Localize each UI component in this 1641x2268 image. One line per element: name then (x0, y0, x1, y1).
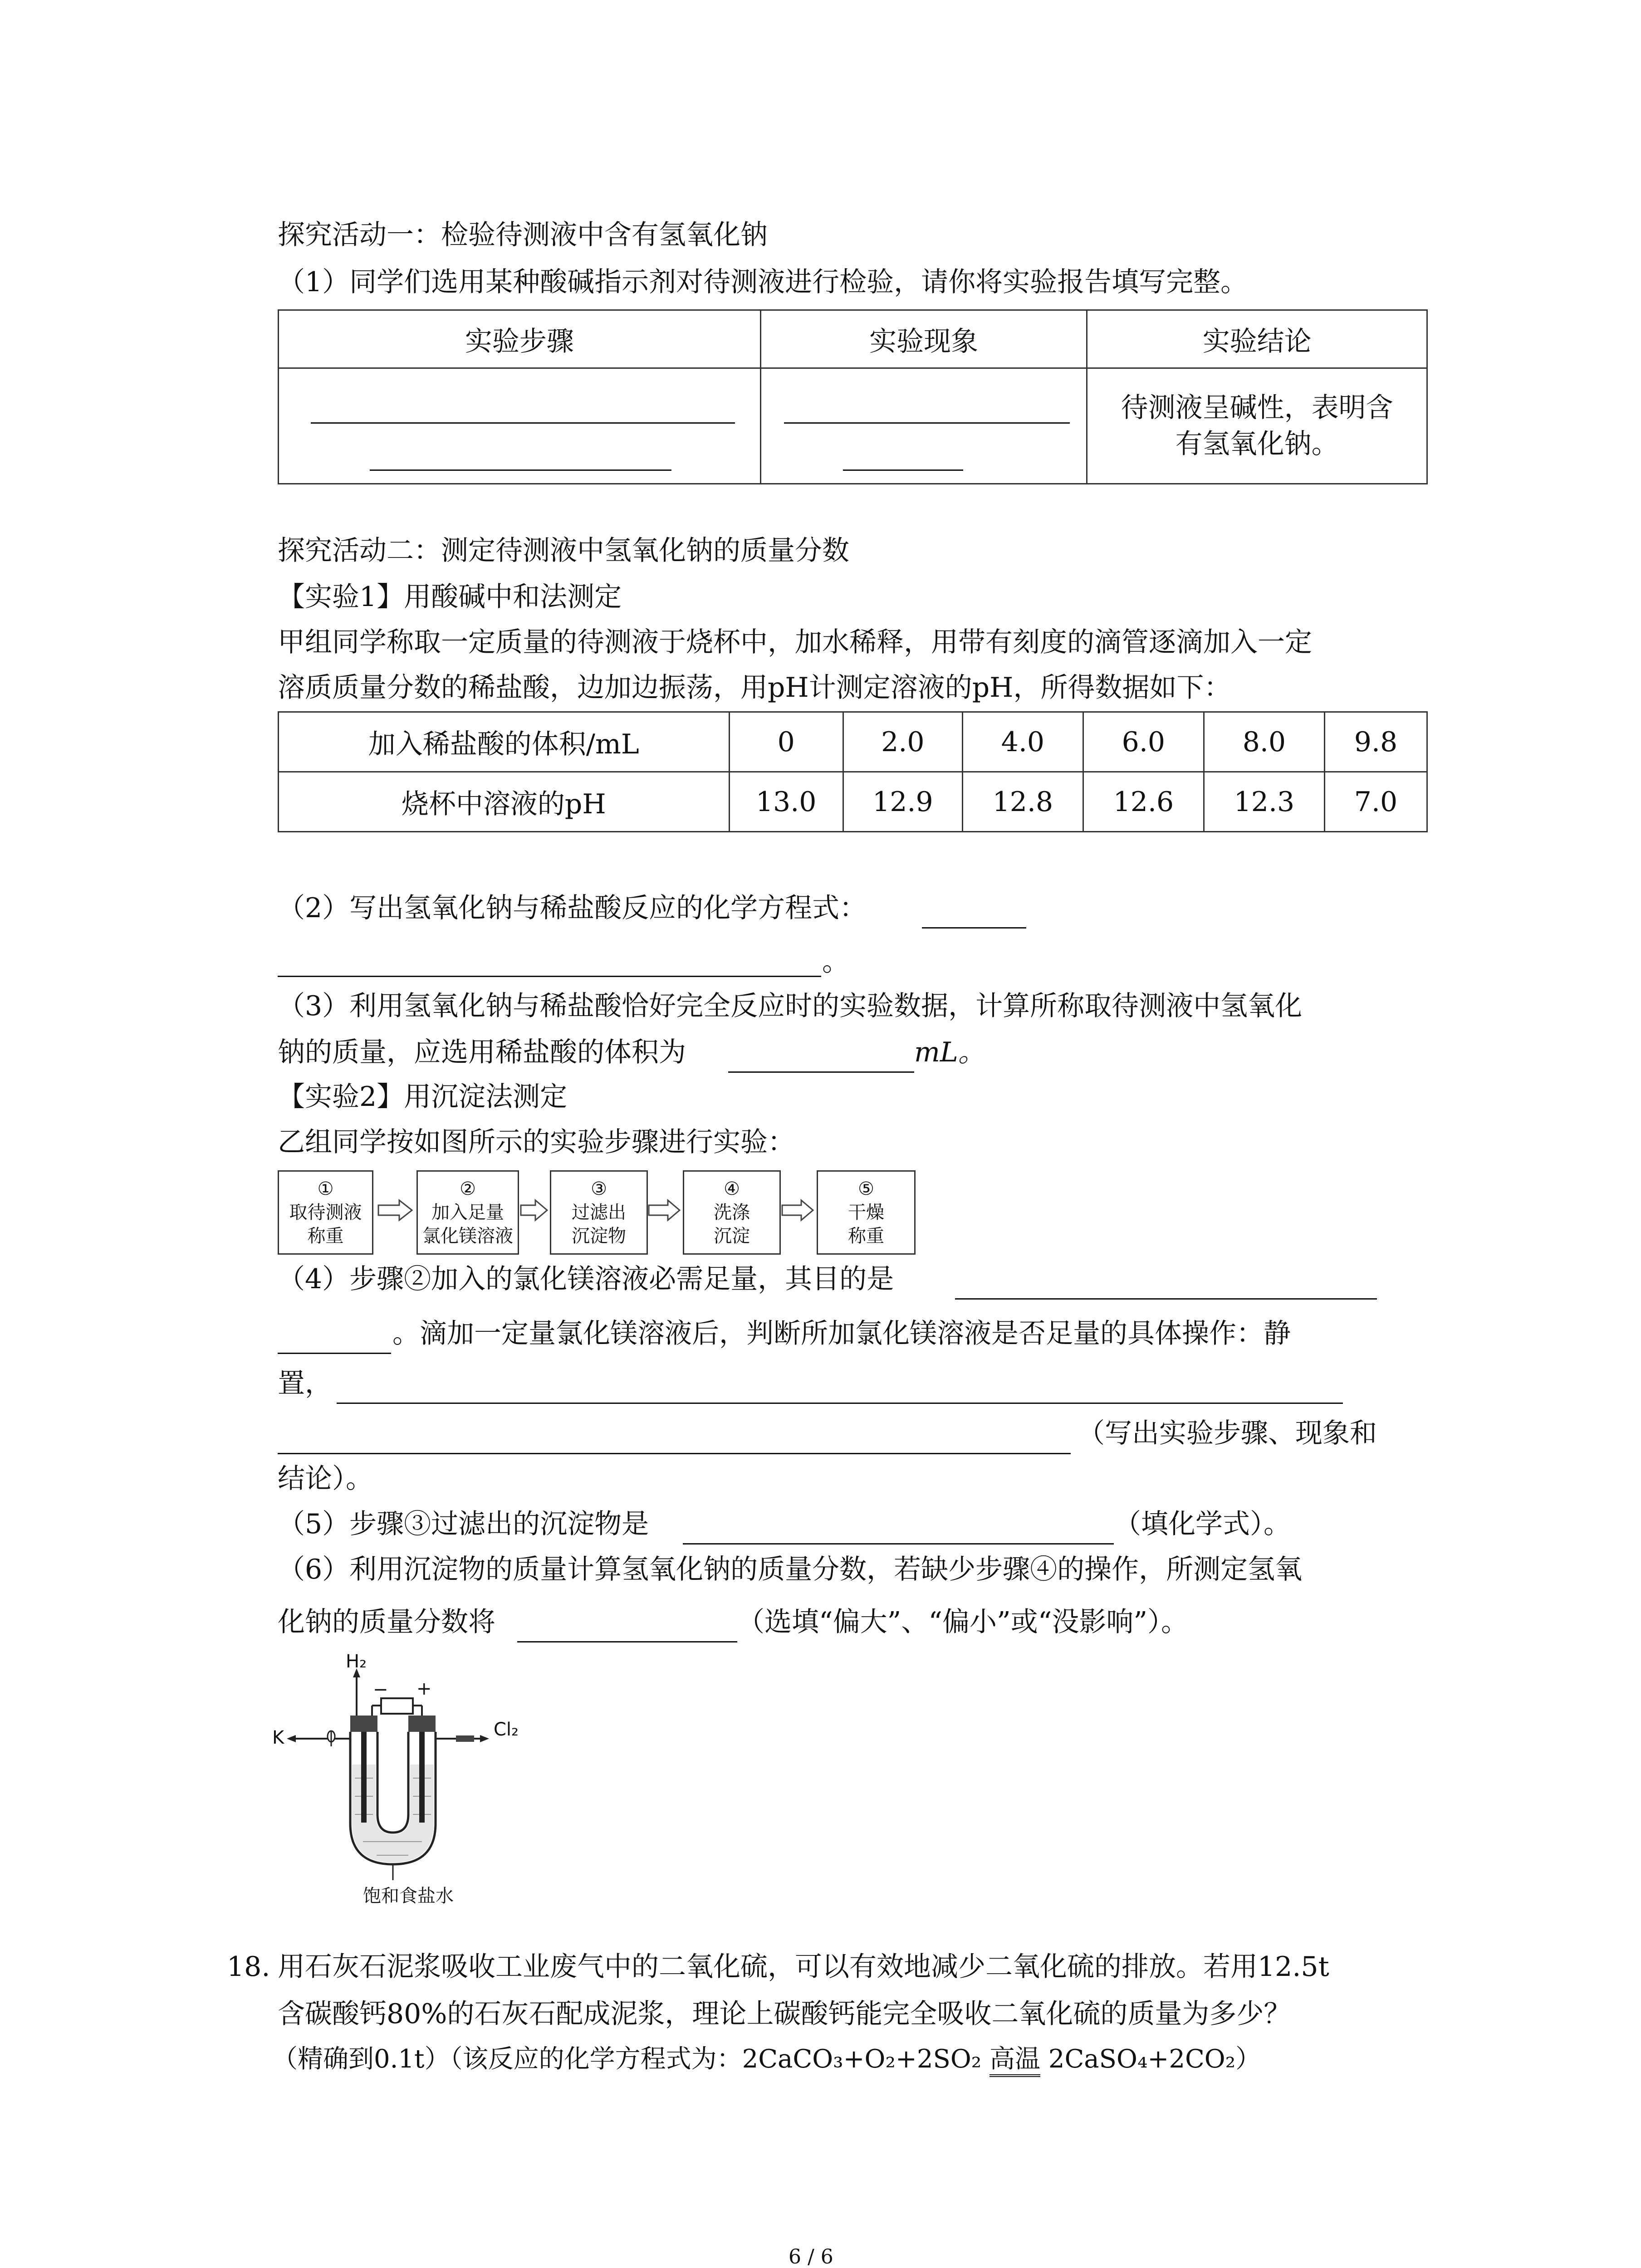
flow-step-5 (817, 1170, 916, 1255)
ph-value: 7.0 (1324, 772, 1427, 832)
q5-answer-blank[interactable] (683, 1543, 1114, 1545)
question-4-text-3: 置， (278, 1368, 332, 1399)
conclusion-cell (1087, 368, 1427, 484)
experiment1-text-1: 甲组同学称取一定质量的待测液于烧杯中，加水稀释，用带有刻度的滴管逐滴加入一定 (278, 626, 1312, 658)
experiment2-text: 乙组同学按如图所示的实验步骤进行实验： (278, 1126, 795, 1158)
q3-unit: mL。 (914, 1036, 985, 1068)
ph-label: 烧杯中溶液的pH (279, 772, 730, 832)
cl2-label: Cl₂ (494, 1719, 519, 1740)
volume-value: 0 (729, 712, 843, 772)
flow-step-text: 加入足量 (431, 1202, 504, 1223)
step-answer-blank-2[interactable] (370, 469, 671, 471)
q4-answer-blank-4[interactable] (278, 1453, 1071, 1454)
experiment2-title: 【实验2】用沉淀法测定 (278, 1081, 568, 1113)
question-3-text-1: （3）利用氢氧化钠与稀盐酸恰好完全反应时的实验数据，计算所称取待测液中氢氧化 (278, 990, 1303, 1022)
flow-step-number: ⑤ (858, 1178, 874, 1199)
header-step: 实验步骤 (279, 310, 761, 368)
flow-step-number: ④ (724, 1178, 740, 1199)
question-5-hint: （填化学式）。 (1114, 1508, 1291, 1540)
q2-end-mark: 。 (822, 946, 849, 978)
page-number: 6 / 6 (789, 2245, 833, 2268)
volume-value: 8.0 (1204, 712, 1324, 772)
report-table (278, 309, 1428, 484)
activity2-title: 探究活动二：测定待测液中氢氧化钠的质量分数 (278, 535, 849, 567)
question-18-text-1: 用石灰石泥浆吸收工业废气中的二氧化硫，可以有效地减少二氧化硫的排放。若用12.5t (278, 1951, 1329, 1983)
flow-step-2 (416, 1170, 519, 1255)
electrolysis-figure (272, 1651, 526, 1887)
question-3-text-2: 钠的质量，应选用稀盐酸的体积为 (278, 1036, 686, 1068)
q3-answer-blank[interactable] (728, 1071, 914, 1073)
h2-label: H₂ (346, 1651, 367, 1672)
question-6-text-1: （6）利用沉淀物的质量计算氢氧化钠的质量分数，若缺少步骤④的操作，所测定氢氧 (278, 1554, 1303, 1585)
flow-step-text: 称重 (848, 1226, 884, 1246)
minus-label: − (373, 1679, 388, 1700)
q2-answer-blank-2[interactable] (278, 976, 821, 977)
step-answer-cell[interactable] (279, 368, 761, 484)
question-18-number: 18. (227, 1951, 270, 1983)
flow-step-text: 沉淀 (714, 1226, 750, 1246)
q6-answer-blank[interactable] (517, 1641, 737, 1642)
volume-value: 6.0 (1083, 712, 1204, 772)
q4-answer-blank-2[interactable] (278, 1353, 391, 1354)
step-answer-blank-1[interactable] (311, 422, 735, 424)
figure-caption: 饱和食盐水 (363, 1886, 454, 1906)
question-4-text-2: 。滴加一定量氯化镁溶液后，判断所加氯化镁溶液是否足量的具体操作：静 (392, 1318, 1291, 1349)
conclusion-line-1: 待测液呈碱性，表明含 (1121, 392, 1393, 424)
phenomenon-answer-blank-1[interactable] (784, 422, 1070, 424)
k-label: K (272, 1727, 284, 1748)
flow-step-text: 干燥 (848, 1202, 884, 1223)
question-18-text-3 (272, 2041, 1261, 2077)
flow-arrow-icon (781, 1199, 814, 1222)
question-4-text-5: 结论）。 (278, 1463, 373, 1495)
volume-value: 9.8 (1324, 712, 1427, 772)
flow-arrow-icon (377, 1199, 413, 1222)
volume-label: 加入稀盐酸的体积/mL (279, 712, 730, 772)
ph-value: 12.9 (843, 772, 962, 832)
flow-step-number: ② (460, 1178, 476, 1199)
flow-step-text: 取待测液 (289, 1202, 362, 1223)
ph-data-table (278, 711, 1428, 832)
question-4-text-4: （写出实验步骤、现象和 (1078, 1418, 1377, 1449)
q4-answer-blank-1[interactable] (955, 1298, 1377, 1300)
flow-arrow-icon (648, 1199, 681, 1222)
flow-step-number: ③ (591, 1178, 607, 1199)
flow-step-text: 洗涤 (714, 1202, 750, 1223)
ph-value: 12.6 (1083, 772, 1204, 832)
question-6-text-2: 化钠的质量分数将 (278, 1606, 495, 1638)
flow-arrow-icon (520, 1199, 548, 1222)
flow-step-text: 沉淀物 (572, 1226, 626, 1246)
question-1: （1）同学们选用某种酸碱指示剂对待测液进行检验，请你将实验报告填写完整。 (278, 266, 1248, 298)
flow-step-number: ① (317, 1178, 334, 1199)
experiment1-text-2: 溶质质量分数的稀盐酸，边加边振荡，用pH计测定溶液的pH，所得数据如下： (278, 672, 1231, 704)
flow-step-4 (683, 1170, 781, 1255)
header-conclusion: 实验结论 (1087, 310, 1427, 368)
activity1-title: 探究活动一：检验待测液中含有氢氧化钠 (278, 219, 768, 251)
flow-step-3 (550, 1170, 648, 1255)
flow-step-text: 称重 (307, 1226, 344, 1246)
ph-value: 13.0 (729, 772, 843, 832)
experiment1-title: 【实验1】用酸碱中和法测定 (278, 581, 622, 613)
plus-label: + (416, 1678, 432, 1699)
ph-value: 12.8 (962, 772, 1083, 832)
flow-step-1 (278, 1170, 373, 1255)
question-5-text: （5）步骤③过滤出的沉淀物是 (278, 1508, 649, 1540)
phenomenon-answer-blank-2[interactable] (843, 469, 963, 471)
u-tube-apparatus-icon (272, 1651, 526, 1887)
volume-value: 2.0 (843, 712, 962, 772)
ph-value: 12.3 (1204, 772, 1324, 832)
question-4-text-1: （4）步骤②加入的氯化镁溶液必需足量，其目的是 (278, 1263, 894, 1295)
question-6-hint: （选填“偏大”、“偏小”或“没影响”）。 (737, 1606, 1189, 1638)
question-18-text-2: 含碳酸钙80%的石灰石配成泥浆，理论上碳酸钙能完全吸收二氧化硫的质量为多少？ (278, 1998, 1291, 2030)
flow-step-text: 过滤出 (572, 1202, 626, 1223)
flow-step-text: 氯化镁溶液 (422, 1226, 513, 1246)
header-phenomenon: 实验现象 (760, 310, 1087, 368)
question-2-text: （2）写出氢氧化钠与稀盐酸反应的化学方程式： (278, 892, 867, 924)
volume-value: 4.0 (962, 712, 1083, 772)
question-18-equation-left: （精确到0.1t）（该反应的化学方程式为：2CaCO₃+O₂+2SO₂ (272, 2044, 982, 2074)
reaction-condition: 高温 (989, 2044, 1040, 2077)
question-18-equation-right: 2CaSO₄+2CO₂） (1048, 2044, 1261, 2074)
phenomenon-answer-cell[interactable] (760, 368, 1087, 484)
conclusion-line-2: 有氢氧化钠。 (1175, 428, 1339, 460)
q2-answer-blank-1[interactable] (922, 927, 1026, 929)
q4-answer-blank-3[interactable] (337, 1403, 1343, 1404)
